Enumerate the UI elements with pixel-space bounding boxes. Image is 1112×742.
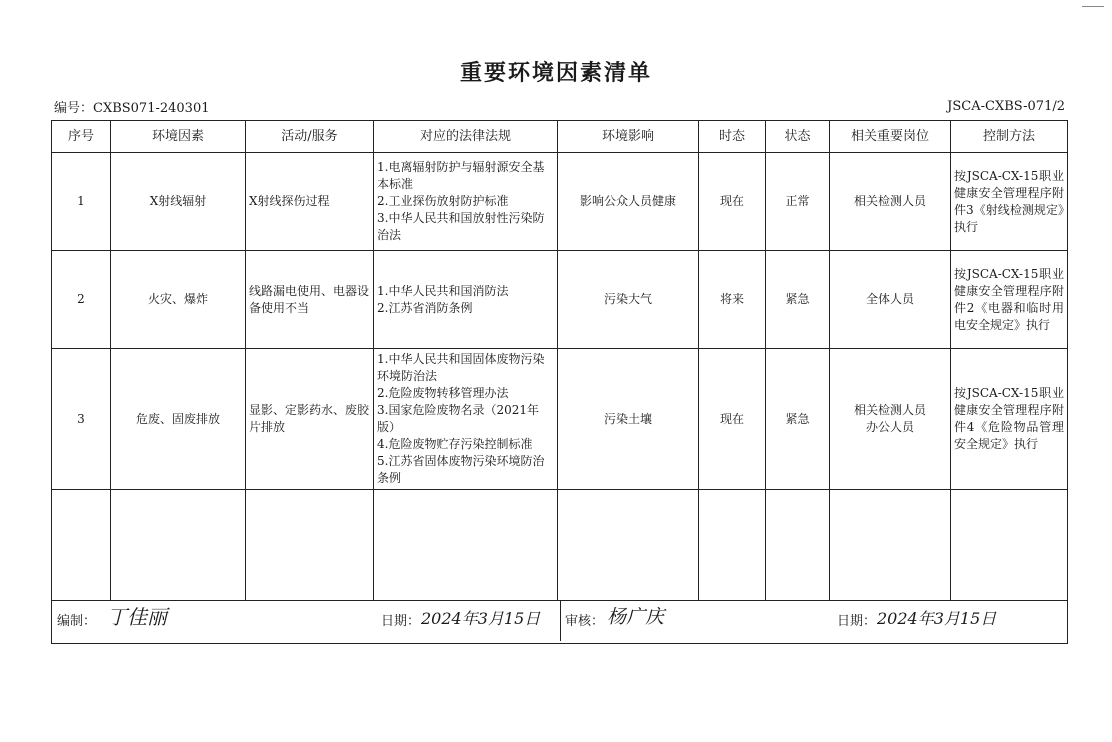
row-activity: X射线探伤过程 <box>246 153 374 251</box>
prepared-label: 编制： <box>57 614 97 629</box>
date2-label: 日期： <box>837 614 877 629</box>
law-item: 3.国家危险废物名录（2021年版） <box>377 403 539 434</box>
header-no: 序号 <box>52 121 111 153</box>
review-label: 审核： <box>565 614 605 629</box>
header-activity: 活动/服务 <box>246 121 374 153</box>
header-laws: 对应的法律法规 <box>374 121 558 153</box>
row-laws <box>374 153 558 251</box>
prepared-signature: 丁佳丽 <box>107 605 167 629</box>
empty-cell <box>111 490 246 601</box>
row-post: 相关检测人员 办公人员 <box>830 349 951 490</box>
row-impact: 污染土壤 <box>558 349 699 490</box>
row-control: 按JSCA-CX-15职业健康安全管理程序附件3《射线检测规定》执行 <box>951 153 1068 251</box>
law-item: 3.中华人民共和国放射性污染防治法 <box>377 211 545 242</box>
header-state: 状态 <box>766 121 830 153</box>
row-state: 紧急 <box>766 251 830 349</box>
environment-factor-table <box>51 120 1068 644</box>
table-row <box>52 251 1068 349</box>
row-state: 紧急 <box>766 349 830 490</box>
corner-mark <box>1082 6 1104 7</box>
signature-area <box>55 603 1064 641</box>
row-tense: 将来 <box>699 251 766 349</box>
row-factor: X射线辐射 <box>111 153 246 251</box>
row-no: 3 <box>52 349 111 490</box>
table-row <box>52 153 1068 251</box>
date1-value: 2024年3月15日 <box>421 609 541 628</box>
law-item: 5.江苏省固体废物污染环境防治条例 <box>377 454 545 485</box>
row-control: 按JSCA-CX-15职业健康安全管理程序附件4《危险物品管理安全规定》执行 <box>951 349 1068 490</box>
document-code: JSCA-CXBS-071/2 <box>947 99 1065 114</box>
header-control: 控制方法 <box>951 121 1068 153</box>
row-post: 相关检测人员 <box>830 153 951 251</box>
header-post: 相关重要岗位 <box>830 121 951 153</box>
law-item: 1.中华人民共和国固体废物污染环境防治法 <box>377 352 545 383</box>
document-number: 编号：CXBS071-240301 <box>54 101 210 116</box>
law-item: 4.危险废物贮存污染控制标准 <box>377 437 533 451</box>
date1-label: 日期： <box>381 614 421 629</box>
empty-row <box>52 490 1068 601</box>
header-impact: 环境影响 <box>558 121 699 153</box>
row-impact: 污染大气 <box>558 251 699 349</box>
row-activity: 显影、定影药水、废胶片排放 <box>246 349 374 490</box>
law-item: 1.电离辐射防护与辐射源安全基本标准 <box>377 160 545 191</box>
empty-cell <box>766 490 830 601</box>
document-title: 重要环境因素清单 <box>459 61 652 86</box>
empty-cell <box>374 490 558 601</box>
row-no: 1 <box>52 153 111 251</box>
row-state: 正常 <box>766 153 830 251</box>
empty-cell <box>951 490 1068 601</box>
law-item: 2.江苏省消防条例 <box>377 300 473 315</box>
law-item: 2.工业探伤放射防护标准 <box>377 194 509 208</box>
row-tense: 现在 <box>699 349 766 490</box>
row-factor: 火灾、爆炸 <box>111 251 246 349</box>
header-tense: 时态 <box>699 121 766 153</box>
table-row <box>52 349 1068 490</box>
header-factor: 环境因素 <box>111 121 246 153</box>
row-impact: 影响公众人员健康 <box>558 153 699 251</box>
empty-cell <box>830 490 951 601</box>
row-post: 全体人员 <box>830 251 951 349</box>
empty-cell <box>558 490 699 601</box>
row-activity: 线路漏电使用、电器设备使用不当 <box>246 251 374 349</box>
signature-row <box>52 601 1068 644</box>
row-laws <box>374 349 558 490</box>
row-laws <box>374 251 558 349</box>
row-no: 2 <box>52 251 111 349</box>
date2-value: 2024年3月15日 <box>877 609 997 628</box>
row-factor: 危废、固废排放 <box>111 349 246 490</box>
review-signature: 杨广庆 <box>607 606 665 628</box>
header-row <box>52 121 1068 153</box>
law-item: 1.中华人民共和国消防法 <box>377 283 509 298</box>
empty-cell <box>52 490 111 601</box>
empty-cell <box>246 490 374 601</box>
law-item: 2.危险废物转移管理办法 <box>377 386 509 400</box>
empty-cell <box>699 490 766 601</box>
row-control: 按JSCA-CX-15职业健康安全管理程序附件2《电器和临时用电安全规定》执行 <box>951 251 1068 349</box>
signature-cell <box>52 601 1068 644</box>
row-tense: 现在 <box>699 153 766 251</box>
signature-divider <box>560 601 561 641</box>
